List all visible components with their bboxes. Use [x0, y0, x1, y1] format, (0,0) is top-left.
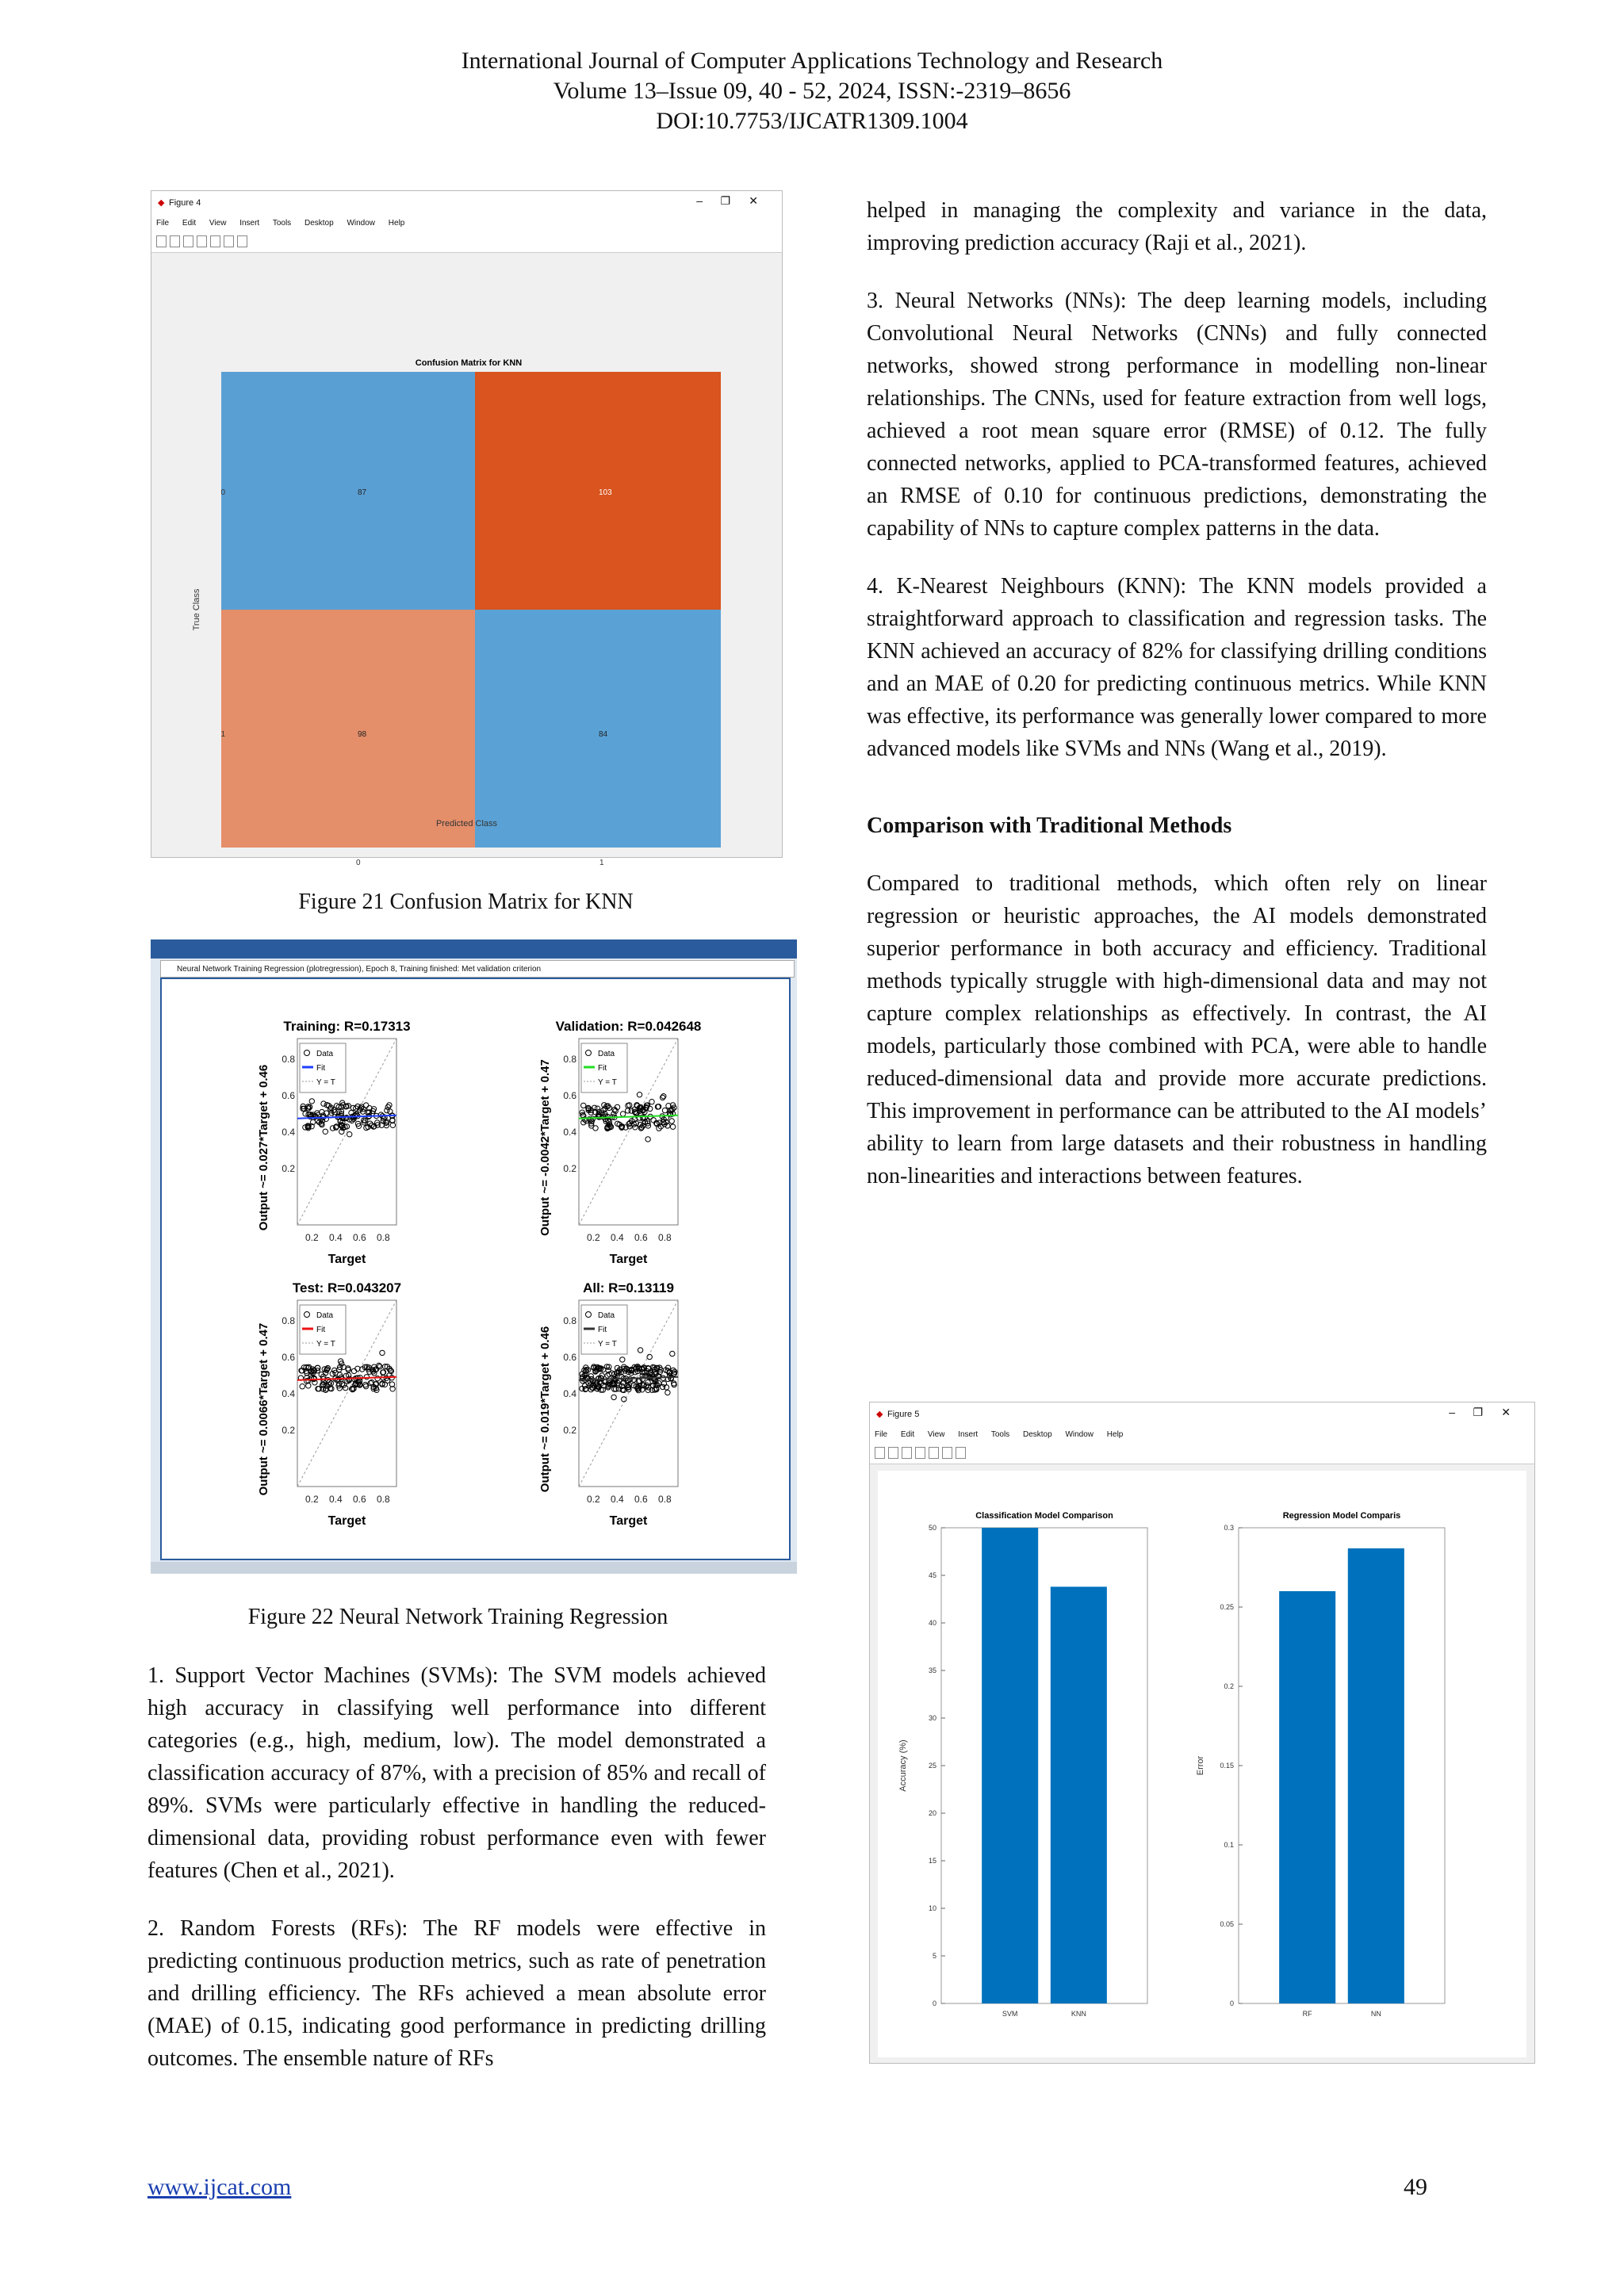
colorbar-icon[interactable] [224, 235, 234, 247]
regression-panel-3 [538, 1280, 678, 1528]
x-tick-label: 0.8 [658, 1494, 672, 1505]
panel-y-label: Output ~= 0.027*Target + 0.46 [257, 1064, 270, 1231]
legend-icon[interactable] [237, 235, 247, 247]
panel-title: Test: R=0.043207 [292, 1280, 402, 1295]
y-tick-label: 0 [1229, 1999, 1234, 2007]
x-tick-label: RF [1302, 2010, 1312, 2018]
left-column-text [147, 1659, 766, 2100]
y-tick-label: 35 [928, 1667, 936, 1674]
regression-plots [151, 939, 797, 1574]
window-title: Figure 4 [169, 198, 201, 208]
legend-label: Fit [316, 1326, 326, 1334]
menu-edit[interactable]: Edit [900, 1430, 915, 1439]
menu-edit[interactable]: Edit [182, 219, 197, 228]
cell-1-1 [475, 610, 721, 848]
menu-view[interactable]: View [927, 1430, 945, 1439]
y-tick-label: 45 [928, 1571, 936, 1579]
matlab-icon: ◆ [158, 198, 165, 208]
paragraph-comparison: Compared to traditional methods, which often rely on linear regression or heuristic approaches, the AI models demonstrated superior performance in both accuracy and efficiency. Traditional methods typically struggle with high-dimensional data and may not capture complex relationships as effectively. In contrast, the AI models, particularly those combined with PCA, were able to handle reduced-dimensional data and provide more accurate predictions. This improvement in performance can be attributed to the AI models’ ability to learn from large datasets and their robustness in handling non-linearities and interactions between features. [867, 871, 1487, 1188]
legend-label: Data [598, 1311, 615, 1320]
panel-x-label: Target [609, 1514, 648, 1528]
x-tick-label: 0.8 [377, 1232, 390, 1243]
y-tick-label: 0.3 [1224, 1524, 1234, 1532]
figure-21-window [151, 190, 783, 867]
menu-file[interactable]: File [156, 219, 170, 228]
x-tick-label: 0.2 [305, 1494, 319, 1505]
close-icon[interactable]: ✕ [749, 194, 758, 207]
y-tick-label: 0.6 [282, 1352, 295, 1363]
y-tick-label: 0.6 [563, 1090, 576, 1101]
save-icon[interactable] [902, 1447, 912, 1459]
y-tick-label: 0.8 [282, 1054, 295, 1065]
window-titlebar [151, 191, 782, 215]
minimize-icon[interactable]: – [1449, 1406, 1455, 1418]
bar-rf [1279, 1591, 1335, 2003]
legend-icon[interactable] [956, 1447, 966, 1459]
toolbar [151, 232, 782, 253]
taskbar [151, 1562, 797, 1574]
bar-svm [982, 1528, 1038, 2003]
y-tick-label: 0.4 [282, 1388, 295, 1399]
menu-help[interactable]: Help [1106, 1430, 1124, 1439]
x-tick-label: 0.8 [658, 1232, 672, 1243]
open-icon[interactable] [170, 235, 180, 247]
legend [581, 1043, 627, 1093]
x-tick-label: 0.4 [329, 1494, 343, 1505]
x-tick-label: 0.6 [353, 1232, 366, 1243]
colorbar-icon[interactable] [942, 1447, 952, 1459]
menu-insert[interactable]: Insert [239, 219, 260, 228]
x-tick-label: 0.6 [634, 1232, 648, 1243]
y-axis-label: Accuracy (%) [898, 1739, 908, 1792]
regression-panel-0 [257, 1019, 411, 1266]
window-tab[interactable]: Neural Network Training Regression (plotregression), Epoch 8, Training finished: Met validation criterion [160, 960, 795, 978]
y-tick-label: 0.8 [282, 1315, 295, 1326]
pointer-icon[interactable] [929, 1447, 939, 1459]
y-tick-label: 0.2 [563, 1425, 576, 1436]
y-tick-label: 0.8 [563, 1054, 576, 1065]
y-tick-label: 0.6 [563, 1352, 576, 1363]
toolbar [870, 1444, 1534, 1464]
page-number: 49 [1404, 2174, 1427, 2200]
plot-frame [1239, 1528, 1445, 2003]
save-icon[interactable] [183, 235, 193, 247]
y-tick-label: 40 [928, 1619, 936, 1627]
paragraph-rf: 2. Random Forests (RFs): The RF models were effective in predicting continuous production metrics, such as rate of penetration and drilling efficiency. The RFs achieved a mean absolute error (MAE) of 0.15, indicating good performance in predicting drilling outcomes. The ensemble nature of RFs [147, 1916, 766, 2071]
y-tick-label: 30 [928, 1714, 936, 1722]
y-tick-label: 20 [928, 1809, 936, 1817]
panel-title: All: R=0.13119 [583, 1280, 674, 1295]
x-axis-label: Predicted Class [435, 819, 498, 828]
figure-5-window [869, 1402, 1535, 2064]
legend-label: Data [598, 1050, 615, 1058]
y-tick-label: 0.15 [1220, 1762, 1234, 1770]
menu-bar [151, 215, 782, 232]
chart-title: Confusion Matrix for KNN [415, 358, 523, 368]
bar-knn [1051, 1586, 1107, 2003]
x-tick-label: 0.6 [353, 1494, 366, 1505]
legend-label: Fit [598, 1326, 607, 1334]
paragraph-knn: 4. K-Nearest Neighbours (KNN): The KNN models provided a straightforward approach to classification and regression tasks. The KNN achieved an accuracy of 82% for classifying drilling conditions and an MAE of 0.20 for predicting continuous metrics. While KNN was effective, its performance was generally lower compared to more advanced models like SVMs and NNs (Wang et al., 2019). [867, 574, 1487, 761]
cell-value: 87 [358, 488, 367, 497]
y-tick-label: 0.25 [1220, 1603, 1234, 1611]
y-tick-label: 0 [932, 1999, 936, 2007]
menu-bar [870, 1426, 1534, 1444]
pointer-icon[interactable] [210, 235, 220, 247]
menu-desktop[interactable]: Desktop [304, 219, 334, 228]
regression-panel-1 [538, 1019, 701, 1266]
legend-label: Data [316, 1311, 334, 1320]
menu-window[interactable]: Window [1065, 1430, 1094, 1439]
x-tick-label: KNN [1071, 2010, 1086, 2018]
legend-label: Y = T [598, 1078, 617, 1087]
plot-frame [941, 1528, 1147, 2003]
panel-y-label: Output ~= -0.0042*Target + 0.47 [538, 1059, 552, 1236]
print-icon[interactable] [915, 1447, 925, 1459]
y-axis-label: True Class [192, 588, 201, 631]
y-tick-label: 0.2 [1224, 1682, 1234, 1690]
figure-21-caption: Figure 21 Confusion Matrix for KNN [298, 890, 634, 914]
x-tick-label: 0.2 [587, 1232, 600, 1243]
regression-panel-2 [257, 1280, 401, 1528]
y-tick-label: 0.6 [282, 1090, 295, 1101]
y-tick-label: 0.05 [1220, 1920, 1234, 1928]
panel-x-label: Target [327, 1253, 366, 1266]
row-label: 0 [220, 488, 225, 497]
y-axis-label: Error [1196, 1755, 1205, 1776]
model-comparison-charts [870, 1464, 1534, 2063]
menu-view[interactable]: View [209, 219, 227, 228]
panel-y-label: Output ~= 0.0066*Target + 0.47 [257, 1322, 270, 1496]
y-tick-label: 25 [928, 1762, 936, 1770]
cell-0-0 [221, 372, 475, 610]
paragraph-nn: 3. Neural Networks (NNs): The deep learning models, including Convolutional Neural Networks (CNNs) and fully connected networks, showed strong performance in modelling non-linear relationships. The CNNs, used for feature extraction from well logs, achieved a root mean square error (RMSE) of 0.12. The fully connected networks, applied to PCA-transformed features, achieved an RMSE of 0.10 for continuous predictions, demonstrating the capability of NNs to capture complex patterns in the data. [867, 289, 1487, 541]
window-titlebar [870, 1402, 1534, 1426]
x-tick-label: 0.4 [611, 1494, 624, 1505]
y-tick-label: 0.2 [563, 1163, 576, 1174]
y-tick-label: 0.4 [282, 1127, 295, 1138]
legend-label: Fit [316, 1064, 326, 1073]
y-tick-label: 0.1 [1224, 1841, 1234, 1849]
cell-value: 103 [599, 488, 612, 497]
col-label: 0 [356, 859, 361, 867]
y-tick-label: 5 [932, 1952, 936, 1960]
row-label: 1 [220, 730, 225, 739]
menu-help[interactable]: Help [388, 219, 405, 228]
x-tick-label: 0.4 [329, 1232, 343, 1243]
window-title: Figure 5 [887, 1410, 920, 1419]
y-tick-label: 10 [928, 1904, 936, 1912]
x-tick-label: 0.8 [377, 1494, 390, 1505]
y-tick-label: 0.4 [563, 1127, 576, 1138]
new-icon[interactable] [875, 1447, 885, 1459]
menu-file[interactable]: File [875, 1430, 888, 1439]
open-icon[interactable] [888, 1447, 898, 1459]
y-tick-label: 0.2 [282, 1163, 295, 1174]
legend-label: Fit [598, 1064, 607, 1073]
legend [300, 1043, 346, 1093]
section-heading: Comparison with Traditional Methods [867, 813, 1232, 838]
menu-desktop[interactable]: Desktop [1022, 1430, 1052, 1439]
panel-y-label: Output ~= 0.019*Target + 0.46 [538, 1326, 552, 1493]
chart-title: Classification Model Comparison [975, 1511, 1113, 1521]
minimize-icon[interactable]: – [696, 194, 703, 207]
restore-icon[interactable]: ❐ [720, 194, 730, 207]
matlab-icon: ◆ [876, 1410, 883, 1419]
figure-22-window [151, 939, 797, 1574]
menu-window[interactable]: Window [347, 219, 376, 228]
legend-label: Y = T [598, 1340, 617, 1349]
legend [300, 1305, 346, 1354]
x-tick-label: 0.6 [634, 1494, 648, 1505]
panel-x-label: Target [327, 1514, 366, 1528]
y-tick-label: 0.2 [282, 1425, 295, 1436]
cell-value: 84 [599, 730, 608, 739]
y-tick-label: 15 [928, 1857, 936, 1865]
journal-title: International Journal of Computer Applications Technology and Research [461, 48, 1163, 74]
doi: DOI:10.7753/IJCATR1309.1004 [656, 108, 968, 134]
x-tick-label: 0.2 [587, 1494, 600, 1505]
new-icon[interactable] [156, 235, 167, 247]
x-tick-label: SVM [1002, 2010, 1018, 2018]
paragraph-rf-continued: helped in managing the complexity and variance in the data, improving prediction accuracy (Raji et al., 2021). [867, 198, 1487, 255]
y-tick-label: 0.8 [563, 1315, 576, 1326]
panel-title: Training: R=0.17313 [283, 1019, 411, 1034]
y-tick-label: 0.4 [563, 1388, 576, 1399]
legend-label: Data [316, 1050, 334, 1058]
volume-issue: Volume 13–Issue 09, 40 - 52, 2024, ISSN:-2319–8656 [553, 78, 1071, 104]
chart-title: Regression Model Comparis [1282, 1511, 1401, 1521]
menu-insert[interactable]: Insert [958, 1430, 979, 1439]
bar-nn [1348, 1548, 1404, 2003]
close-icon[interactable]: ✕ [1501, 1406, 1511, 1418]
panel-x-label: Target [609, 1253, 648, 1266]
restore-icon[interactable]: ❐ [1473, 1406, 1483, 1418]
legend [581, 1305, 627, 1354]
x-tick-label: 0.4 [611, 1232, 624, 1243]
cell-1-0 [221, 610, 475, 848]
y-tick-label: 50 [928, 1524, 936, 1532]
right-column-text [867, 194, 1487, 1218]
x-tick-label: NN [1370, 2010, 1381, 2018]
legend-label: Y = T [316, 1078, 335, 1087]
legend-label: Y = T [316, 1340, 335, 1349]
cell-0-1 [475, 372, 721, 610]
col-label: 1 [599, 859, 604, 867]
paragraph-svm: 1. Support Vector Machines (SVMs): The SVM models achieved high accuracy in classifying well performance into different categories (e.g., high, medium, low). The model demonstrated a classification accuracy of 87%, with a precision of 85% and recall of 89%. SVMs were particularly effective in handling the reduced-dimensional data, providing robust performance even with fewer features (Chen et al., 2021). [147, 1663, 766, 1883]
menu-tools[interactable]: Tools [990, 1430, 1010, 1439]
confusion-matrix-chart [151, 253, 782, 867]
menu-tools[interactable]: Tools [272, 219, 292, 228]
panel-title: Validation: R=0.042648 [555, 1019, 702, 1034]
x-tick-label: 0.2 [305, 1232, 319, 1243]
print-icon[interactable] [197, 235, 207, 247]
figure-22-caption: Figure 22 Neural Network Training Regression [247, 1605, 668, 1629]
cell-value: 98 [358, 730, 367, 739]
journal-website-link[interactable]: www.ijcat.com [147, 2174, 292, 2200]
